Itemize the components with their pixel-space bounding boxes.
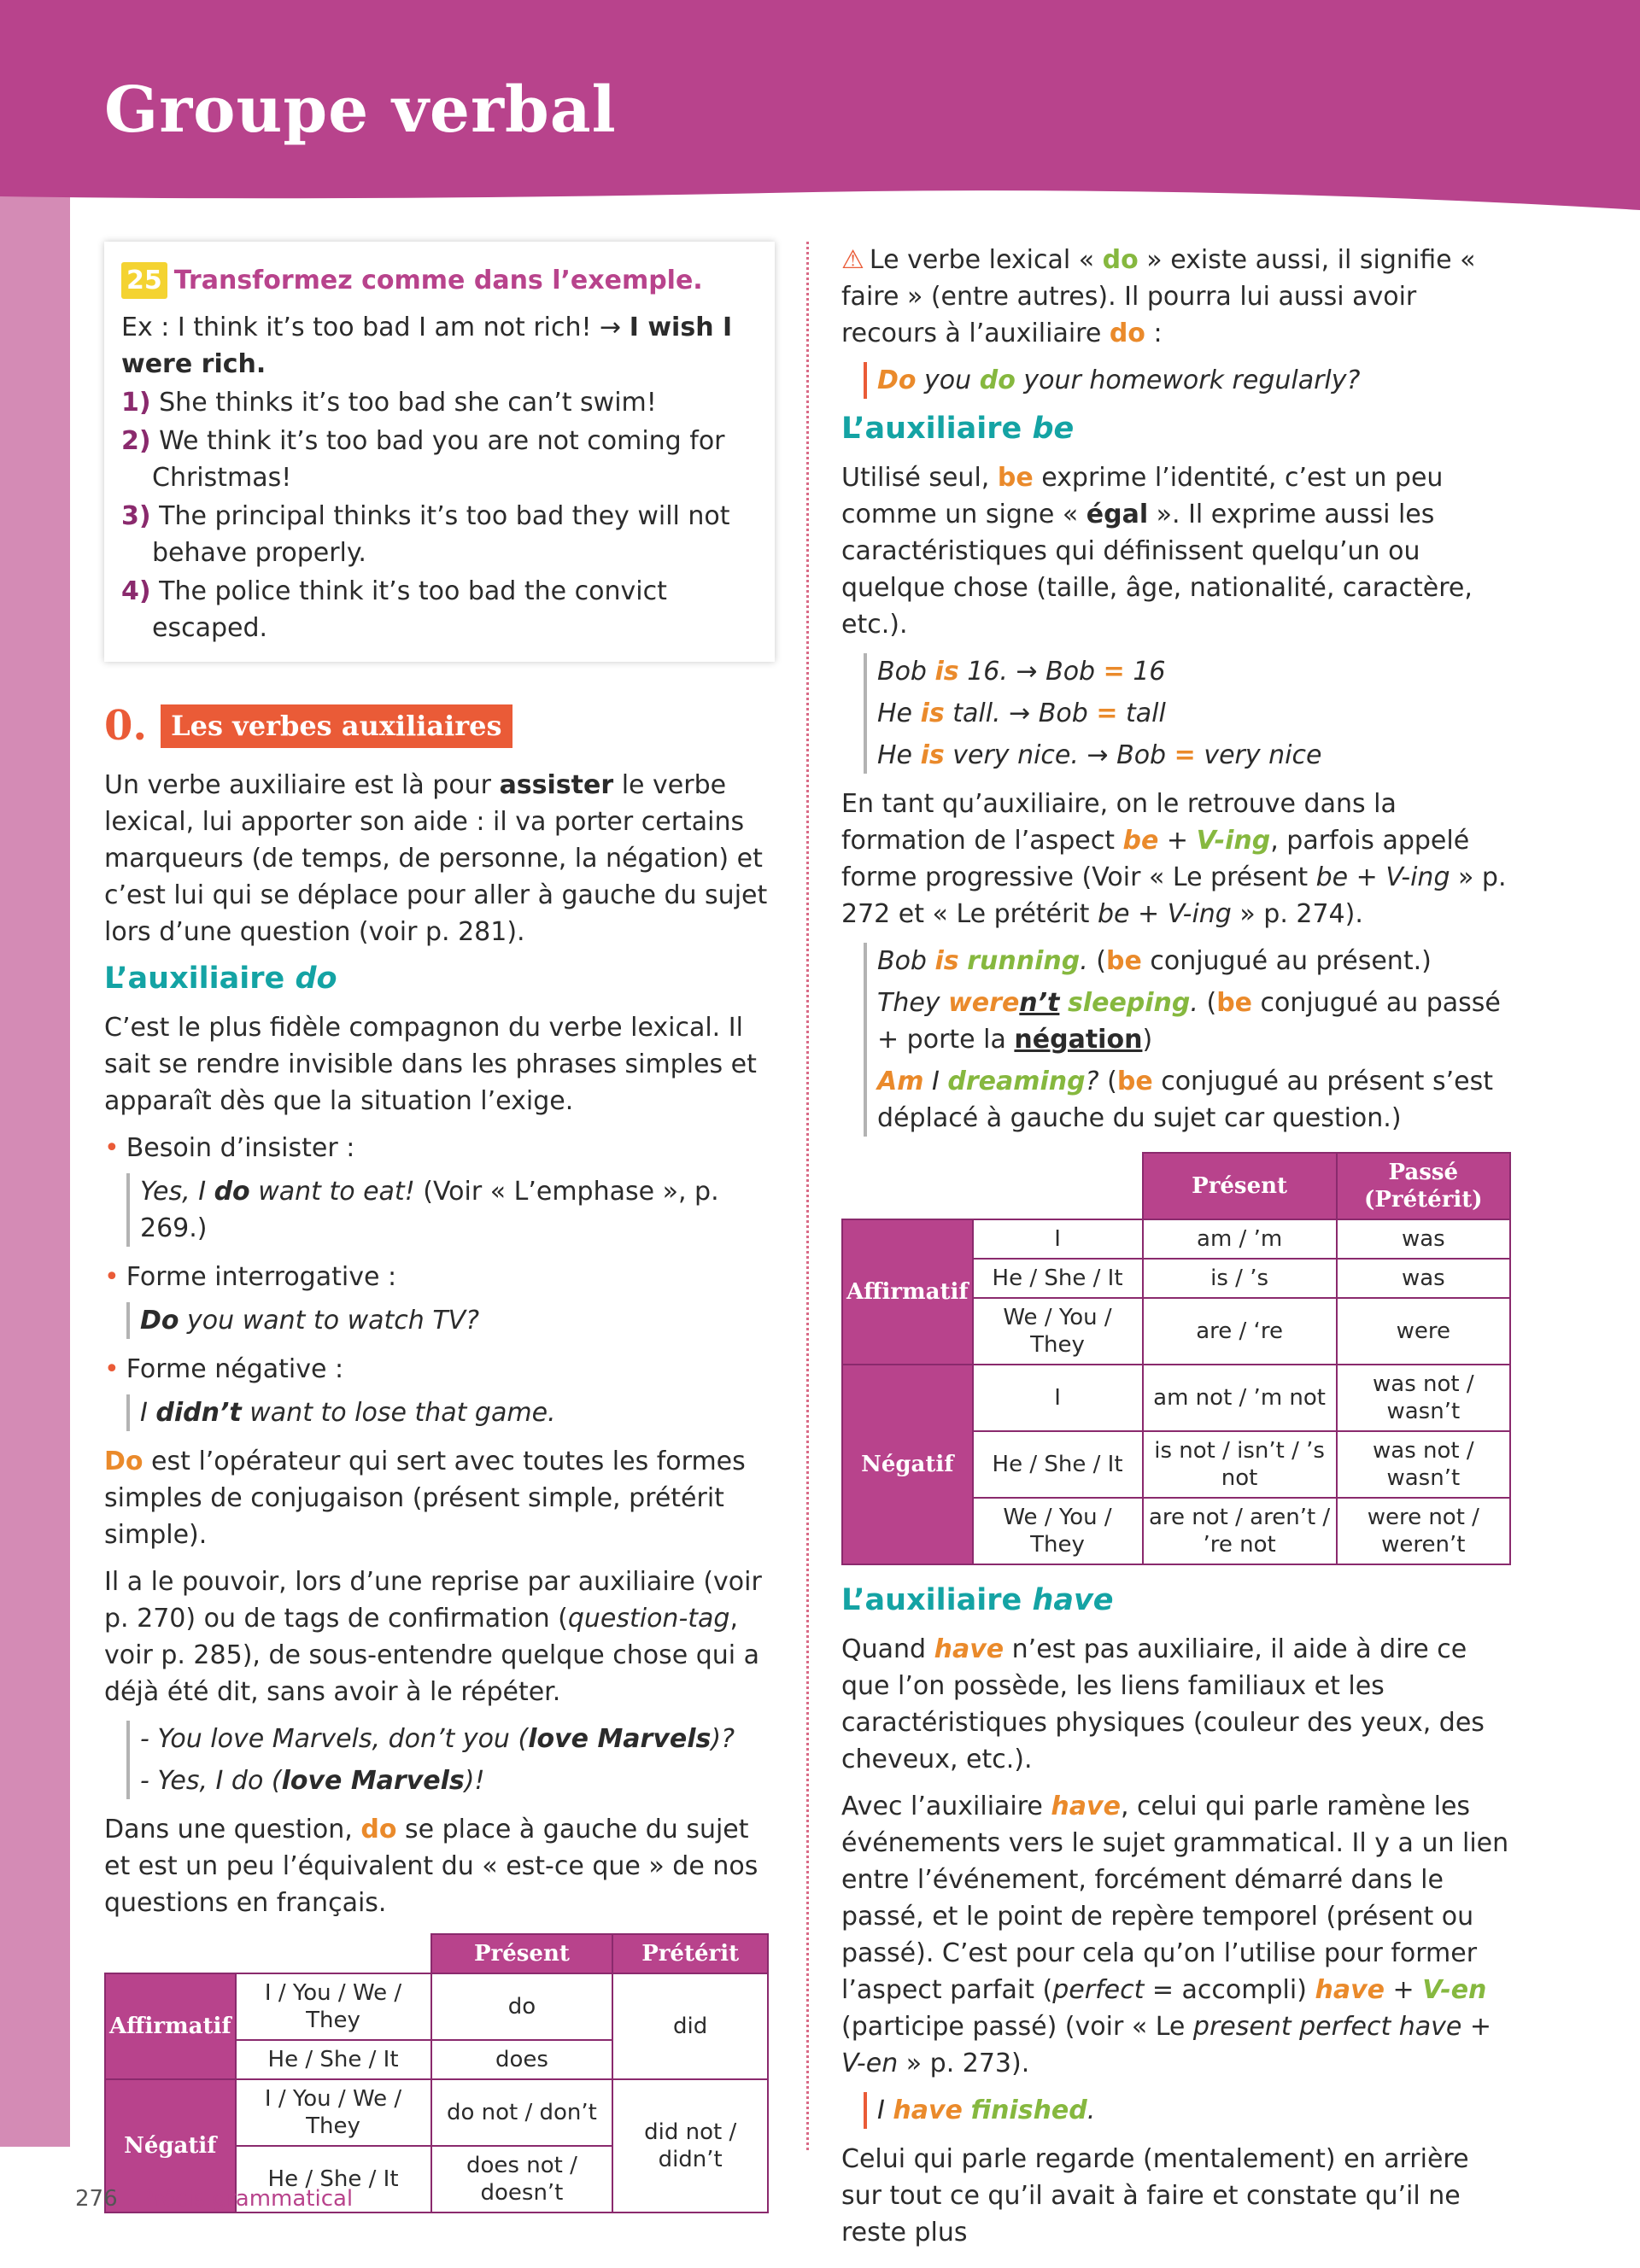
table-cell: was not / wasn’t	[1337, 1365, 1510, 1431]
header-banner	[0, 0, 1640, 222]
do-paragraph: C’est le plus fidèle compagnon du verbe lexical. Il sait se rendre invisible dans les phrases simples et apparaît dès que la situation l’exige.	[104, 1013, 757, 1116]
table-cell: I / You / We / They	[236, 1973, 431, 2040]
table-cell: is not / isn’t / ’s not	[1143, 1431, 1337, 1498]
exercise-number: 25	[121, 262, 167, 299]
do-question-paragraph: Dans une question, do se place à gauche du sujet et est un peu l’équivalent du « est-ce que » de nos questions en français.	[104, 1815, 758, 1918]
table-cell: I / You / We / They	[236, 2079, 431, 2146]
example-insist: Yes, I do want to eat! (Voir « L’emphase », p. 269.)	[126, 1173, 775, 1247]
table-cell: are / ‘re	[1143, 1298, 1337, 1365]
heading-have: L’auxiliaire have	[841, 1583, 1114, 1617]
be-table	[841, 1152, 1511, 1565]
section-label: Les verbes auxiliaires	[161, 704, 512, 748]
be-progressive-paragraph: En tant qu’auxiliaire, on le retrouve dans la formation de l’aspect be + V-ing, parfois appelé forme progressive (Voir « Le présent be + V-ing » p. 272 et « Le prétérit be + V-ing » p. 274).	[841, 789, 1507, 929]
table-cell: was	[1337, 1259, 1510, 1298]
table-header: Présent	[431, 1934, 613, 1973]
row-label-affirmatif: Affirmatif	[105, 1973, 236, 2079]
table-cell: We / You / They	[973, 1298, 1143, 1365]
exercise-item: 4) The police think it’s too bad the convict escaped.	[121, 576, 667, 643]
footer-text: Précis grammatical	[139, 2186, 354, 2212]
do-tag-paragraph: Il a le pouvoir, lors d’une reprise par auxiliaire (voir p. 270) ou de tags de confirmation (question-tag, voir p. 285), de sous-entendre quelque chose qui a déjà été dit, sans avoir à le répéter.	[104, 1567, 762, 1707]
table-cell: He / She / It	[973, 1259, 1143, 1298]
table-cell: does	[431, 2040, 613, 2079]
section-heading	[104, 704, 775, 748]
table-header: Passé (Prétérit)	[1337, 1153, 1510, 1219]
warning-icon: ⚠	[841, 245, 864, 275]
table-cell: am not / ’m not	[1143, 1365, 1337, 1431]
bullet-insist: • Besoin d’insister :	[104, 1130, 775, 1166]
bullet-interrogative: • Forme interrogative :	[104, 1259, 775, 1295]
heading-do: L’auxiliaire do	[104, 962, 337, 996]
page-number: 276	[75, 2186, 118, 2212]
exercise-item: 1) She thinks it’s too bad she can’t swim!	[121, 388, 657, 418]
table-cell: He / She / It	[236, 2040, 431, 2079]
exercise-instruction: Transformez comme dans l’exemple.	[173, 266, 703, 295]
table-cell: were	[1337, 1298, 1510, 1365]
example-have-finished: I have finished.	[864, 2092, 1516, 2129]
have-paragraph-2: Avec l’auxiliaire have, celui qui parle ramène les événements vers le sujet grammatical. Il y a un lien entre l’événement, forcément démarré dans le passé, et le point de repère temporel (présent ou passé). C’est pour cela qu’on l’utilise pour former l’aspect parfait (perfect = accompli) have + V-en (participe passé) (voir « Le present perfect have + V-en » p. 273).	[841, 1792, 1509, 2078]
have-paragraph-3: Celui qui parle regarde (mentalement) en arrière sur tout ce qu’il avait à faire et constate qu’il ne reste plus	[841, 2144, 1469, 2248]
column-divider	[806, 242, 809, 2150]
table-cell: was not / wasn’t	[1337, 1431, 1510, 1498]
side-band	[0, 0, 70, 2147]
heading-be: L’auxiliaire be	[841, 412, 1075, 446]
table-cell: were not / weren’t	[1337, 1498, 1510, 1564]
exercise-item: 3) The principal thinks it’s too bad they will not behave properly.	[121, 501, 730, 568]
table-header: Présent	[1143, 1153, 1337, 1219]
table-cell: do not / don’t	[431, 2079, 613, 2146]
row-label-negatif: Négatif	[105, 2079, 236, 2212]
table-cell: did	[612, 1973, 768, 2079]
table-cell: He / She / It	[236, 2146, 431, 2212]
example-negative: I didn’t want to lose that game.	[126, 1394, 775, 1431]
exercise-example: Ex : I think it’s too bad I am not rich! → I wish I were rich.	[121, 313, 733, 379]
table-cell: does not / doesn’t	[431, 2146, 613, 2212]
example-do-homework: Do you do your homework regularly?	[864, 362, 1516, 399]
do-table	[104, 1933, 769, 2213]
do-operator-paragraph: Do est l’opérateur qui sert avec toutes les formes simples de conjugaison (présent simple, prétérit simple).	[104, 1447, 746, 1550]
example-interrogative: Do you want to watch TV?	[126, 1302, 775, 1339]
intro-paragraph: Un verbe auxiliaire est là pour assister le verbe lexical, lui apporter son aide : il va porter certains marqueurs (de temps, de personne, la négation) et c’est lui qui se déplace pour aller à gauche du sujet lors d’une question (voir p. 281).	[104, 770, 768, 947]
table-cell: did not / didn’t	[612, 2079, 768, 2212]
bullet-negative: • Forme négative :	[104, 1351, 775, 1388]
example-dialogue: - You love Marvels, don’t you (love Marvels)? - Yes, I do (love Marvels)!	[126, 1721, 775, 1799]
table-cell: do	[431, 1973, 613, 2040]
warning-paragraph: ⚠ Le verbe lexical « do » existe aussi, il signifie « faire » (entre autres). Il pourra lui aussi avoir recours à l’auxiliaire do :	[841, 245, 1476, 348]
page-title: Groupe verbal	[104, 73, 617, 147]
table-cell: I	[973, 1365, 1143, 1431]
section-number: 0.	[104, 702, 148, 750]
exercise-item: 2) We think it’s too bad you are not coming for Christmas!	[121, 426, 725, 493]
row-label-negatif: Négatif	[842, 1365, 973, 1564]
table-cell: is / ’s	[1143, 1259, 1337, 1298]
right-column	[841, 242, 1516, 2261]
be-paragraph: Utilisé seul, be exprime l’identité, c’est un peu comme un signe « égal ». Il exprime aussi les caractéristiques qui définissent quelqu’un ou quelque chose (taille, âge, nationalité, caractère, etc.).	[841, 463, 1473, 640]
table-cell: are not / aren’t / ’re not	[1143, 1498, 1337, 1564]
row-label-affirmatif: Affirmatif	[842, 1219, 973, 1365]
left-column	[104, 242, 775, 2213]
exercise-box	[104, 242, 775, 662]
table-cell: We / You / They	[973, 1498, 1143, 1564]
table-cell: I	[973, 1219, 1143, 1259]
table-header: Prétérit	[612, 1934, 768, 1973]
example-be-identity: Bob is 16. → Bob = 16 He is tall. → Bob = tall He is very nice. → Bob = very nice	[864, 653, 1516, 774]
table-cell: am / ’m	[1143, 1219, 1337, 1259]
example-progressive: Bob is running. (be conjugué au présent.) They weren’t sleeping. (be conjugué au passé + porte la négation) Am I dreaming? (be conjugué au présent s’est déplacé à gauche du sujet car question.)	[864, 943, 1516, 1137]
table-cell: He / She / It	[973, 1431, 1143, 1498]
table-cell: was	[1337, 1219, 1510, 1259]
have-paragraph-1: Quand have n’est pas auxiliaire, il aide à dire ce que l’on possède, les liens familiaux et les caractéristiques physiques (couleur des yeux, des cheveux, etc.).	[841, 1634, 1485, 1774]
page-footer	[75, 2186, 353, 2212]
